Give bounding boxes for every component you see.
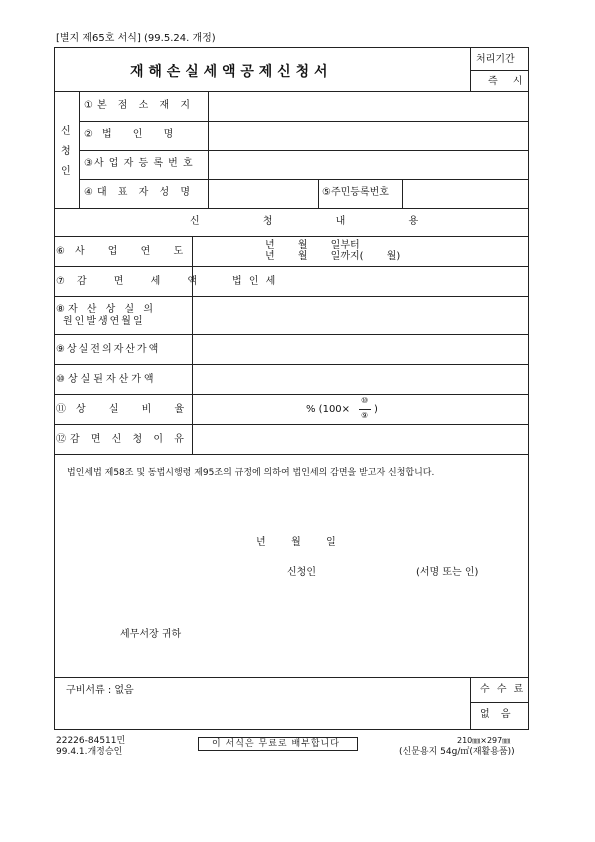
corporation-name-field[interactable]	[210, 123, 527, 149]
loss-ratio-fraction-bar	[359, 409, 371, 410]
assets-lost-label: ⑩상실된자산가액	[56, 374, 157, 385]
paper-size: 210㎜×297㎜	[457, 736, 511, 745]
representative-name-field[interactable]	[210, 181, 317, 207]
business-year-from: 년 월 일부터	[265, 240, 360, 251]
declaration-text: 법인세법 제58조 및 동법시행령 제95조의 규정에 의하여 법인세의 감면을 받고자 신청합니다.	[67, 468, 435, 478]
business-year-label: ⑥사 업 연 도	[56, 246, 194, 257]
business-reg-no-field[interactable]	[210, 152, 527, 178]
business-year-to: 년 월 일까지( 월)	[265, 251, 401, 262]
corporation-name-label: ②법 인 명	[84, 129, 183, 140]
attachments-note: 구비서류 : 없음	[66, 685, 134, 696]
head-office-field[interactable]	[210, 93, 527, 120]
application-date: 년 월 일	[256, 537, 336, 548]
head-office-label: ①본 점 소 재 지	[84, 100, 194, 111]
signature-note: (서명 또는 인)	[416, 567, 479, 578]
fee-value: 없 음	[480, 709, 515, 720]
reduction-reason-field[interactable]	[194, 426, 527, 452]
processing-period-label: 처리기간	[476, 54, 515, 65]
loss-cause-date-label-1: ⑧자 산 상 실 의	[56, 304, 156, 315]
free-distribution-text: 이 서식은 무료로 배부합니다	[212, 739, 340, 749]
assets-before-loss-label: ⑨상실전의자산가액	[56, 344, 161, 355]
applicant-group-label-1: 신	[61, 126, 71, 137]
business-reg-no-label: ③사 업 자 등 록 번 호	[84, 158, 194, 169]
form-title: 재 해 손 실 세 액 공 제 신 청 서	[130, 64, 328, 80]
loss-ratio-suffix: )	[374, 404, 378, 415]
reduction-tax-value: 법 인 세	[232, 276, 278, 287]
resident-no-label: ⑤주민등록번호	[322, 187, 389, 198]
assets-before-loss-field[interactable]	[194, 336, 527, 362]
fee-label: 수 수 료	[480, 684, 526, 695]
applicant-signature-label: 신청인	[287, 567, 316, 578]
form-number-note: [별지 제65호 서식] (99.5.24. 개정)	[56, 33, 216, 44]
form-code: 22226-84511민	[56, 736, 126, 746]
addressee: 세무서장 귀하	[120, 629, 182, 640]
loss-cause-date-field[interactable]	[194, 298, 527, 332]
paper-spec: (신문용지 54g/㎡(재활용품))	[399, 747, 515, 757]
loss-cause-date-label-2: 원인발생연월일	[63, 316, 145, 327]
loss-ratio-label: ⑪상 실 비 율	[56, 404, 195, 415]
reduction-reason-label: ⑫감 면 신 청 이 유	[56, 434, 188, 445]
reduction-tax-amount-field[interactable]	[300, 268, 527, 294]
loss-ratio-numerator: ⑩	[361, 396, 369, 405]
processing-period-value: 즉 시	[488, 76, 529, 87]
reduction-tax-label: ⑦감 면 세 액	[56, 276, 210, 287]
approval-date: 99.4.1.개정승인	[56, 747, 123, 757]
applicant-group-label-2: 청	[61, 146, 71, 157]
representative-name-label: ④대 표 자 성 명	[84, 187, 194, 198]
loss-ratio-denominator: ⑨	[361, 411, 369, 420]
applicant-group-label-3: 인	[61, 166, 71, 177]
resident-no-field[interactable]	[404, 181, 527, 207]
contents-header: 신 청 내 용	[190, 216, 449, 227]
loss-ratio-prefix: % (100×	[306, 404, 351, 415]
assets-lost-field[interactable]	[194, 366, 527, 392]
